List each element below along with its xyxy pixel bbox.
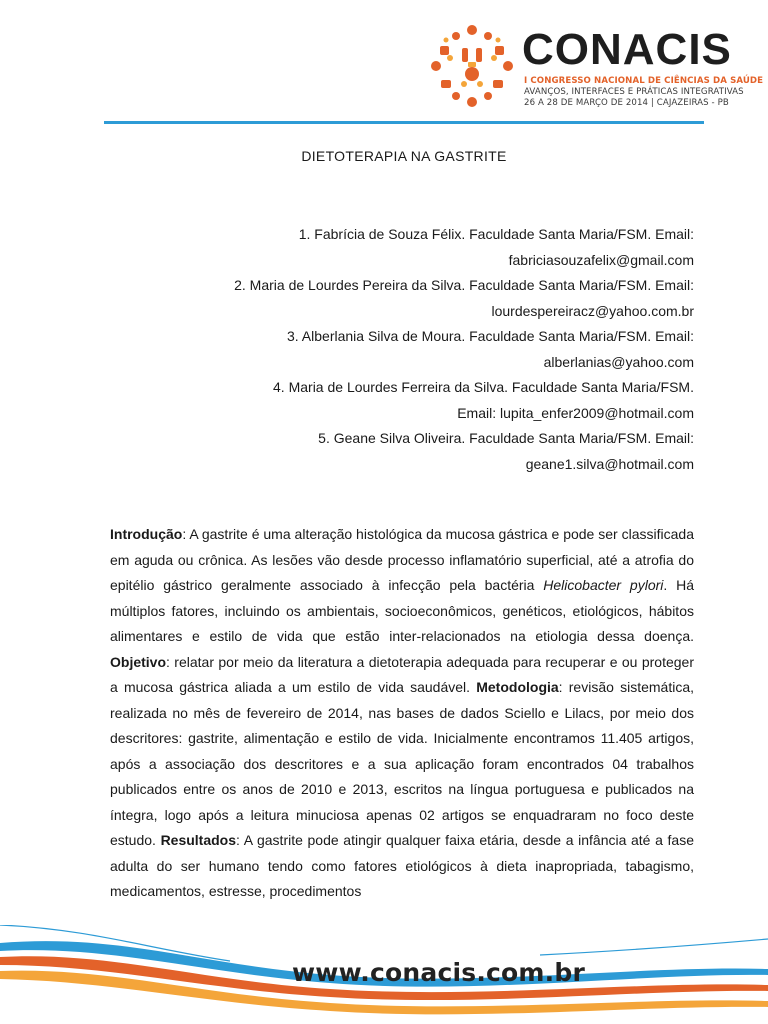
health-icons-cluster-icon (426, 18, 518, 110)
author-email: alberlanias@yahoo.com (543, 353, 694, 370)
introduction-text-continued: . Há múltiplos fatores, incluindo os ambientais, socioeconômicos, genéticos, etiológicos, hábitos alimentares e estilo de vida que estão inter-relacionados na etiologia dessa doença. (110, 577, 694, 644)
logo-wordmark: CONACIS (522, 25, 732, 74)
conacis-logo (426, 14, 764, 114)
author-list (74, 222, 694, 477)
abstract-paragraph (110, 522, 694, 905)
page-title: DIETOTERAPIA NA GASTRITE (301, 148, 507, 164)
results-text: : A gastrite pode atingir qualquer faixa etária, desde a infância até a fase adulta do ser humano tendo como fatores etiológicos à dieta inapropriada, tabagismo, medicamentos, estresse, procedimentos (110, 832, 694, 899)
author-line: 3. Alberlania Silva de Moura. Faculdade Santa Maria/FSM. Email: (287, 328, 694, 344)
footer-banner (0, 925, 768, 1024)
author-line: 5. Geane Silva Oliveira. Faculdade Santa Maria/FSM. Email: (318, 430, 694, 446)
bacteria-name: Helicobacter pylori (543, 577, 664, 593)
author-line: 4. Maria de Lourdes Ferreira da Silva. Faculdade Santa Maria/FSM. (273, 379, 694, 395)
website-link[interactable]: www.conacis.com.br (292, 958, 585, 987)
congress-name: I CONGRESSO NACIONAL DE CIÊNCIAS DA SAÚDE (524, 76, 764, 86)
author-email: Email: lupita_enfer2009@hotmail.com (457, 404, 694, 421)
congress-subtitle: AVANÇOS, INTERFACES E PRÁTICAS INTEGRATIVAS (524, 87, 744, 97)
introduction-text: : A gastrite é uma alteração histológica da mucosa gástrica e pode ser classificada em aguda ou crônica. As lesões vão desde processo inflamatório superficial, até a atrofia do epitélio gástrico geralmente associado à infecção pela bactéria (110, 526, 694, 593)
section-label-results: Resultados (160, 832, 237, 848)
author-email: fabriciasouzafelix@gmail.com (508, 251, 694, 268)
author-line: 1. Fabrícia de Souza Félix. Faculdade Santa Maria/FSM. Email: (298, 226, 694, 242)
methodology-text: : revisão sistemática, realizada no mês de fevereiro de 2014, nas bases de dados Sciello e Lilacs, por meio dos descritores: gastrite, alimentação e estilo de vida. Inicialmente encontramos 11.405 artigos, após a associação dos descritores e a sua aplicação foram encontrados 04 trabalhos publicados entre os anos de 2010 e 2013, escritos na língua portuguesa e publicados na íntegra, logo após a leitura minuciosa apenas 02 artigos se enquadraram no foco deste estudo. (110, 679, 694, 848)
author-line: 2. Maria de Lourdes Pereira da Silva. Faculdade Santa Maria/FSM. Email: (234, 277, 694, 293)
section-label-objective: Objetivo (110, 653, 167, 670)
section-label-introduction: Introdução (110, 526, 183, 542)
congress-date-location: 26 A 28 DE MARÇO DE 2014 | CAJAZEIRAS - PB (524, 98, 729, 108)
author-email: lourdespereiracz@yahoo.com.br (491, 302, 694, 319)
header-divider (104, 121, 704, 124)
author-email: geane1.silva@hotmail.com (525, 455, 694, 472)
section-label-methodology: Metodologia (476, 679, 559, 695)
objective-text: : relatar por meio da literatura a dietoterapia adequada para recuperar e ou proteger a mucosa gástrica aliada a um estilo de vida saudável. (110, 653, 694, 695)
